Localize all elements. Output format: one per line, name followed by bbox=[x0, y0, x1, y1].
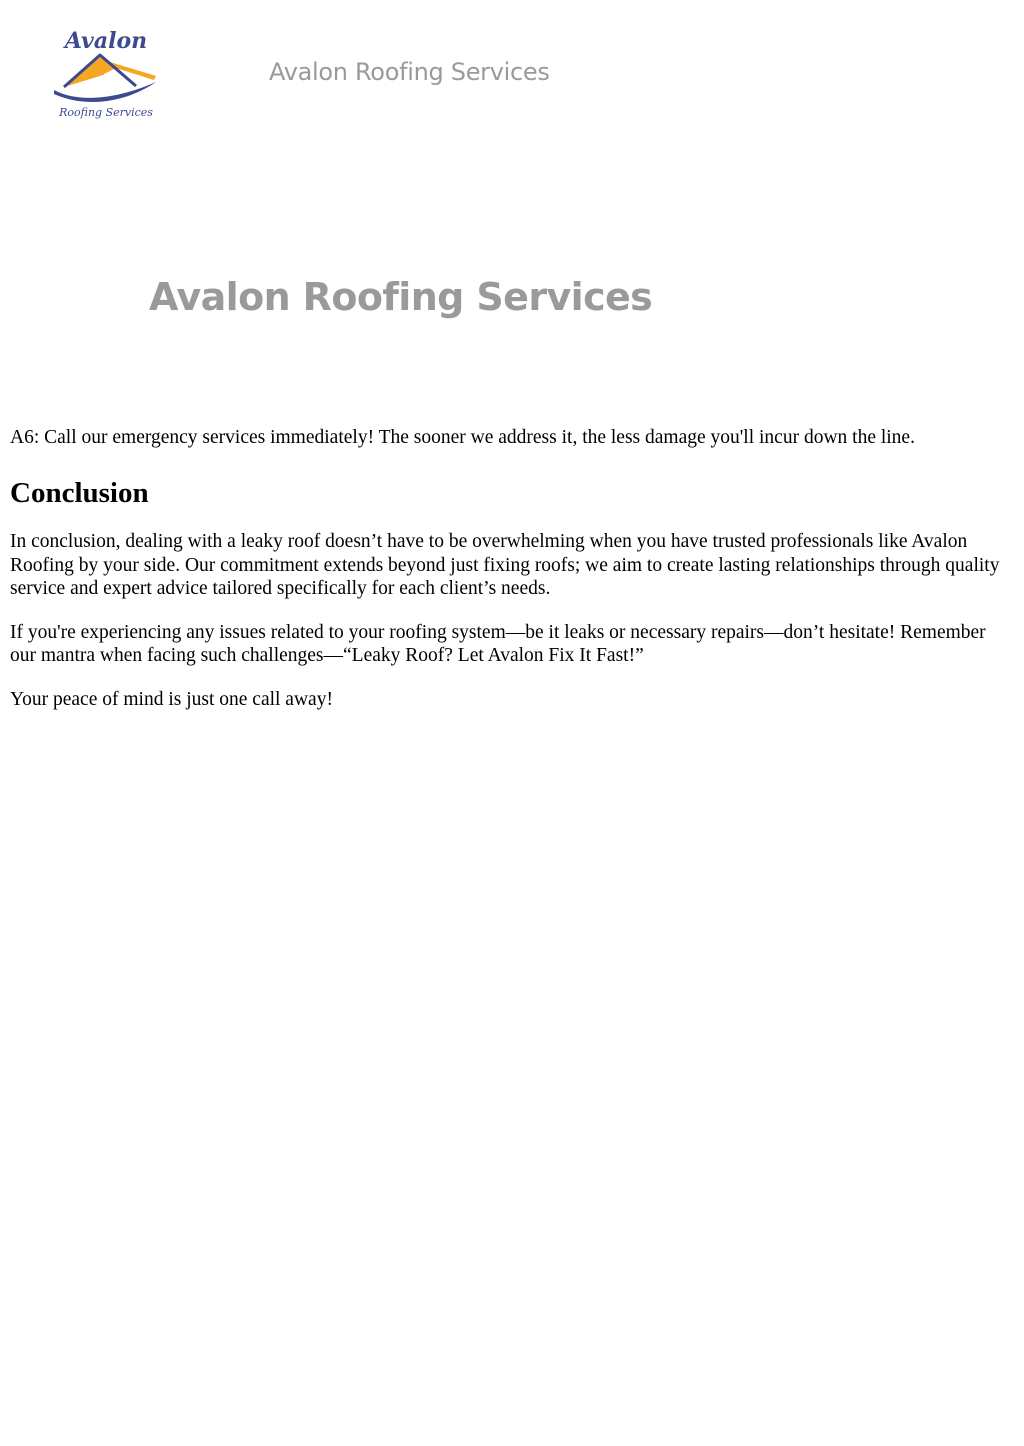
closing-paragraph: Your peace of mind is just one call away! bbox=[10, 688, 333, 710]
site-header bbox=[0, 0, 1024, 140]
issues-paragraph: If you're experiencing any issues related to your roofing system—be it leaks or necessary repairs—don’t hesitate! Remember our mantra when facing such challenges—“Leaky Roof? Let Avalon Fix It Fast!” bbox=[10, 622, 986, 667]
conclusion-paragraph: In conclusion, dealing with a leaky roof doesn’t have to be overwhelming when you have trusted professionals like Avalon Roofing by your side. Our commitment extends beyond just fixing roofs; we aim to create lasting relationships through quality service and expert advice tailored specifically for each client’s needs. bbox=[10, 531, 1000, 599]
roof-shape bbox=[64, 55, 156, 87]
site-logo[interactable] bbox=[50, 24, 162, 124]
hero-title: Avalon Roofing Services bbox=[149, 275, 653, 319]
logo-wordmark: Avalon bbox=[64, 28, 148, 54]
faq-answer-a6: A6: Call our emergency services immediately! The sooner we address it, the less damage you'll incur down the line. bbox=[10, 427, 915, 448]
house-roof-logo-icon bbox=[50, 24, 162, 124]
logo-tagline: Roofing Services bbox=[59, 106, 153, 119]
conclusion-heading: Conclusion bbox=[10, 477, 149, 510]
site-name[interactable]: Avalon Roofing Services bbox=[269, 58, 550, 86]
article-content bbox=[10, 426, 1010, 711]
